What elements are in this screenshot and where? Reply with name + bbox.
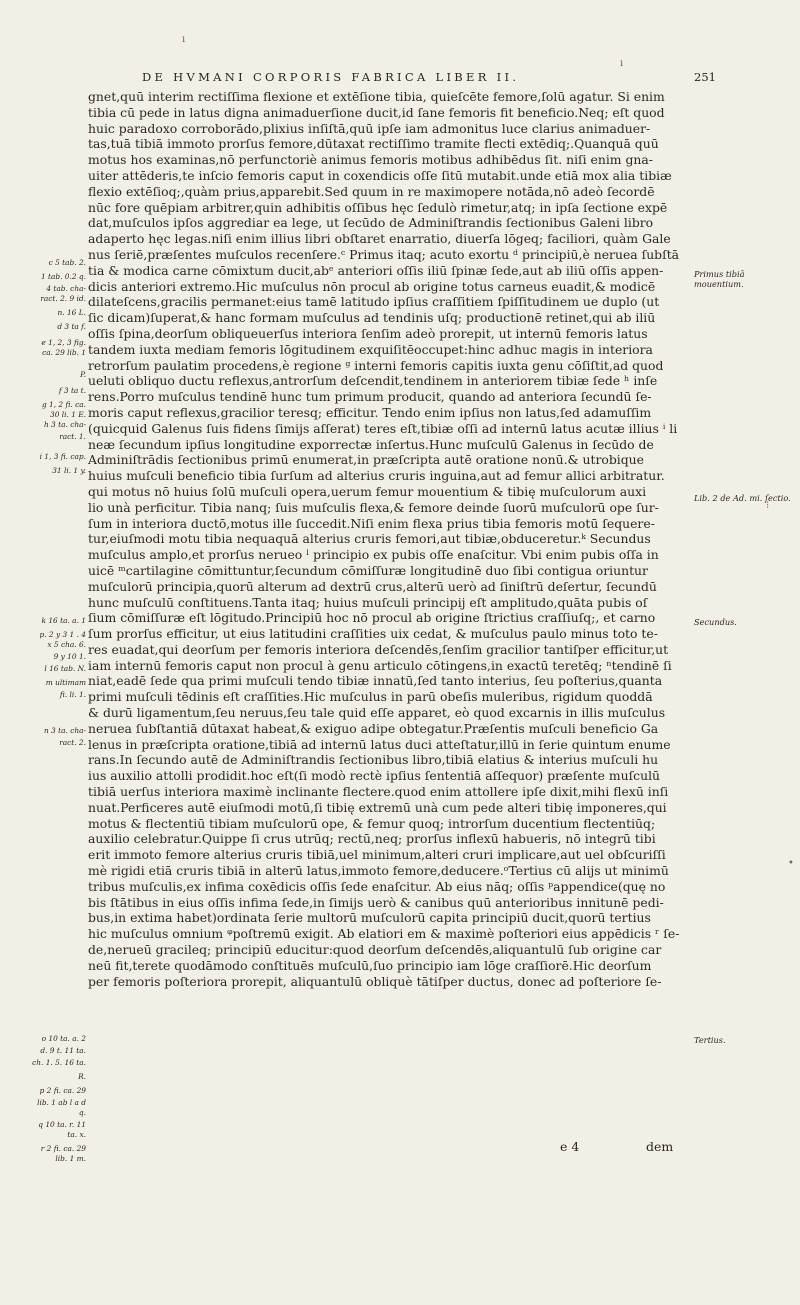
right-margin-note: Primus tibiā mouentium. — [694, 269, 745, 289]
left-margin-note: ch. 1. 5. 16 ta. — [32, 1058, 86, 1067]
text-line: motus hos examinas,nō perfunctoriè animus femoris motibus adhibēdus ſit. niſi enim gna- — [88, 152, 653, 168]
left-margin-note: ract. 2. 9 id. — [40, 294, 86, 303]
left-margin-note: 31 li. 1 y. — [52, 466, 86, 475]
page-speck: ı — [620, 58, 624, 69]
text-line: per femoris poſteriora prorepit, aliquantulū obliquè tātiſper ductus, donec ad poſteriore ſe- — [88, 973, 662, 989]
left-margin-note: k 16 ta. a. 1 — [41, 616, 86, 625]
signature-mark: e 4 — [560, 1139, 580, 1154]
text-line: hunc muſculū conſtituens.Tanta itaq; huius muſculi principij eſt amplitudo,quāta pubis oſ — [88, 594, 648, 610]
left-margin-note: q. — [78, 1108, 86, 1117]
left-margin-note: P. — [80, 370, 86, 379]
left-margin-note: l 16 tab. N. — [44, 664, 86, 673]
left-margin-note: h 3 ta. cha- — [43, 420, 86, 429]
text-line: & durū ligamentum,ſeu neruus,ſeu tale quid eſſe apparet, eò quod excarnis in illis muſculus — [88, 705, 666, 721]
text-line: flexio extēſioq;,quàm prius,apparebit.Sed quum in re maximopere notāda,nō adeò ſecordē — [88, 183, 655, 199]
left-margin-note: fi. li. 1. — [59, 690, 86, 699]
text-line: adaperto hęc legas.niſi enim illius libri obſtaret enarratio, diuerſa lōgeq; faciliori, quàm Gale — [88, 231, 671, 247]
text-line: oſſis ſpina,deorſum obliqueuerſus interiora ſenſim adeò prorepit, ut internū femoris latus — [88, 325, 648, 341]
left-margin-note: i 1, 3 fi. cap. — [39, 452, 86, 461]
text-line: rans.In ſecundo autē de Adminiſtrandis ſectionibus libro,tibiā elatius & interius muſculi hu — [88, 752, 659, 768]
left-margin-note: 9 y 10 1. — [53, 652, 86, 661]
text-line: Adminiſtrādis ſectionibus primū enumerat,in præſcripta autē oratione nonū.& utrobique — [88, 452, 644, 468]
left-margin-note: p. 2 y 3 1 . 4 — [39, 630, 86, 639]
text-line: auxilio celebratur.Quippe ſi crus utrūq; rectū,neq; prorſus inflexū habueris, nō integrū tibi — [88, 831, 656, 847]
text-line: res euadat,qui deorſum per femoris interiora deſcendēs,ſenſim gracilior tantiſper efficitur,ut — [88, 641, 669, 657]
left-margin-note: R. — [78, 1072, 86, 1081]
text-line: dicis anteriori extremo.Hic muſculus nōn procul ab origine totus carneus euadit,& modicē — [88, 278, 656, 294]
text-line: moris caput reflexus,gracilior teresq; efficitur. Tendo enim ipſius non latus,ſed adamuſſim — [88, 404, 652, 420]
text-line: mè rigidi etiā cruris tibiā in alterū latus,immoto femore,deducere.ᵒTertius cū alijs ut minimū — [88, 863, 669, 879]
left-margin-note: ca. 29 lib. 1 — [42, 348, 86, 357]
text-line: retrorſum paulatim procedens,è regione ᵍ interni femoris capitis iuxta genu cōſiſtit,ad quod — [88, 357, 664, 373]
left-margin-note: q 10 ta. r. 11 — [38, 1120, 86, 1129]
text-line: tia & modica carne cōmixtum ducit,abᵉ anteriori oſſis iliū ſpinæ ſede,aut ab iliū oſſis appen- — [88, 262, 664, 278]
left-margin-note: ract. 1. — [59, 432, 86, 441]
left-margin-note: f 3 ta t. — [58, 386, 86, 395]
text-line: nūc fore quēpiam arbitrer,quin adhibitis oſſibus hęc ſedulò rimetur,atq; in ipſa ſectione expē — [88, 199, 668, 215]
text-line: hic muſculus omnium ᵠpoſtremū exigit. Ab elatiori em & maximè poſteriori eius appēdicis ʳ ſe- — [88, 926, 680, 942]
text-line: ſum in interiora ductō,motus ille ſuccedit.Niſi enim flexa prius tibia femoris motū ſequere- — [88, 515, 655, 531]
left-margin-note: c 5 tab. 2. — [48, 258, 86, 267]
left-margin-note: x 5 cha. 6. — [47, 640, 86, 649]
running-title: DE HVMANI CORPORIS FABRICA LIBER II. — [142, 70, 520, 84]
left-margin-note: e 1, 2, 3 fig. — [41, 338, 86, 347]
left-margin-note: m ultimam — [45, 678, 86, 687]
text-line: bis ſtātibus in eius oſſis infima ſede,in ſimijs uerò & canibus quū anterioribus innitunē pedi- — [88, 894, 664, 910]
text-line: erit immoto femore alterius cruris tibiā,uel minimum,alteri cruri implicare,aut uel obſcuriſſi — [88, 847, 666, 863]
page-speck: ı — [182, 34, 186, 45]
text-line: tibiā uerſus interiora maximè inclinante flectere.quod enim attollere ipſe dixit,mihi flexū inſi — [88, 784, 669, 800]
text-line: dat,muſculos ipſos aggrediar ea lege, ut ſecūdo de Adminiſtrandis ſectionibus Galeni libro — [88, 215, 654, 231]
right-margin-note: Lib. 2 de Ad. mi. ſectio. — [694, 493, 791, 503]
left-margin-note: ta. x. — [67, 1130, 86, 1139]
text-line: motus & flectentiū tibiam muſculorū ope, & femur quoq; introrſum ducentium flectentiūq; — [88, 815, 656, 831]
text-line: qui motus nō huius ſolū muſculi opera,uerum femur mouentium & tibię muſculorum auxi — [88, 483, 647, 499]
left-margin-note: d 3 ta f. — [57, 322, 86, 331]
left-margin-note: ract. 2. — [59, 738, 86, 747]
left-margin-note: 1 tab. 0.2 q. — [40, 272, 86, 281]
margin-mark: ⁝ — [766, 500, 770, 511]
left-margin-note: o 10 ta. a. 2 — [41, 1034, 86, 1043]
text-line: huius muſculi beneficio tibia ſurſum ad alterius cruris inguina,aut ad femur allici arbitratur. — [88, 468, 665, 484]
text-line: tibia cū pede in latus digna animaduerſione ducit,id ſane femoris fit beneficio.Neq; eſt quod — [88, 104, 665, 120]
right-margin-note: Tertius. — [694, 1035, 726, 1045]
text-line: primi muſculi tēdinis eſt craſſities.Hic muſculus in parū obeſis muleribus, rigidum quoddā — [88, 689, 653, 705]
text-line: muſculus amplo,et prorſus nerueo ˡ principio ex pubis oſſe enaſcitur. Vbi enim pubis oſſa in — [88, 547, 659, 563]
text-line: ſic dicam)ſuperat,& hanc formam muſculus ad tendinis uſq; productionē retinet,qui ab iliū — [88, 310, 656, 326]
text-line: tur,eiuſmodi motu tibia nequaquā alterius cruris femori,aut tibiæ,obduceretur.ᵏ Secundus — [88, 531, 651, 547]
text-line: dilateſcens,gracilis permanet:eius tamē latitudo ipſius craſſitiem ſpiſſitudinem ue duplo (ut — [88, 294, 660, 310]
text-line: lenus in præſcripta oratione,tibiā ad internū latus duci atteſtatur,illū in ſerie quintum enume — [88, 736, 671, 752]
catchword: dem — [646, 1139, 674, 1154]
main-text-block — [88, 89, 684, 989]
left-margin-note: n. 16 L. — [57, 308, 86, 317]
text-line: tas,tuā tibiā immoto prorſus femore,dūtaxat rectiſſimo tramite flecti extēdiq;.Quanquā quū — [88, 136, 659, 152]
text-line: gnet,quū interim rectiſſima flexione et extēſione tibia, quieſcēte femore,ſolū agatur. Si enim — [88, 89, 665, 104]
left-margin-note: r 2 fi. ca. 29 — [40, 1144, 86, 1153]
text-line: neæ ſecundum ipſius longitudine exporrectæ inſertus.Hunc muſculū Galenus in ſecūdo de — [88, 436, 654, 452]
left-margin-note: 4 tab. cha- — [46, 284, 86, 293]
text-line: uiter attēderis,te inſcio femoris caput in coxendicis oſſe ſitū mutabit.unde etiā mox alia tibiæ — [88, 167, 672, 183]
text-line: (quicquid Galenus ſuis fidens ſimijs aſſerat) teres eſt,tibiæ oſſi ad internū latus acutæ illius ⁱ li — [88, 420, 678, 436]
text-line: muſculorū principia,quorū alterum ad dextrū crus,alterū uerò ad ſiniſtrū deſertur, ſecundū — [88, 578, 657, 594]
text-line: iam internū femoris caput non procul à genu articulo cōtingens,in exactū teretēq; ⁿtendinē ſi — [88, 657, 672, 673]
text-line: ſium cōmiſſuræ eſt lōgitudo.Principiū hoc nō procul ab origine ſtrictius craſſiuſq;, et carno — [88, 610, 656, 626]
text-line: ueluti obliquo ductu reflexus,antrorſum deſcendit,tendinem in anteriorem tibiæ ſede ʰ inſe — [88, 373, 658, 389]
text-line: tribus muſculis,ex infima coxēdicis oſſis ſede enaſcitur. Ab eius nāq; oſſis ᵖappendice(quę no — [88, 878, 666, 894]
left-margin-note: 30 li. 1 E. — [50, 410, 86, 419]
text-line: nuat.Perficeres autē eiuſmodi motū,ſi tibię extremū unà cum pede alteri tibię imponeres,qui — [88, 799, 667, 815]
text-line: neruea ſubſtantiā dūtaxat habeat,& exiguo adipe obtegatur.Præſentis muſculi beneficio Ga — [88, 720, 659, 736]
text-line: de,nerueū gracileq; principiū educitur:quod deorſum deſcendēs,aliquantulū ſub origine car — [88, 942, 662, 958]
left-margin-note: p 2 fi. ca. 29 — [39, 1086, 86, 1095]
text-line: bus,in extima habet)ordinata ſerie multorū muſculorū capita principiū ducit,quorū tertius — [88, 910, 651, 926]
text-line: huic paradoxo corroborādo,plixius inſiſtā,quū ipſe iam admonitus luce clarius animaduer- — [88, 120, 651, 136]
text-line: tandem iuxta mediam femoris lōgitudinem exquiſitēoccupet:hinc adhuc magis in interiora — [88, 341, 653, 357]
right-margin-note: Secundus. — [694, 617, 737, 627]
left-margin-note: lib. 1 m. — [55, 1154, 86, 1163]
margin-mark: • — [788, 858, 794, 869]
left-margin-note: d. 9 t. 11 ta. — [40, 1046, 86, 1055]
text-line: neū fit,terete quodāmodo conſtituēs muſculū,ſuo principio iam lōge craſſiorē.Hic deorſum — [88, 957, 652, 973]
text-line: ſum prorſus efficitur, ut eius latitudini craſſities uix cedat, & muſculus paulo minus toto te- — [88, 626, 658, 642]
text-line: ius auxilio attolli prodidit.hoc eſt(ſi modò rectè ipſius ſententiā aſſequor) præſente muſculū — [88, 768, 661, 784]
text-line: lio unà perficitur. Tibia nanq; ſuis muſculis flexa,& femore deinde ſuorū muſculorū ope ſur- — [88, 499, 659, 515]
left-margin-note: n 3 ta. cha- — [43, 726, 86, 735]
text-line: nus ſeriē,præſentes muſculos recenſere.ᶜ Primus itaq; acuto exortu ᵈ principiū,è neruea ſubſtā — [88, 246, 680, 262]
text-line: niat,eadē ſede qua primi muſculi tendo tibiæ innatū,ſed tanto interius, ſeu poſterius,quanta — [88, 673, 663, 689]
page-number: 251 — [694, 70, 716, 84]
text-line: uicē ᵐcartilagine cōmittuntur,ſecundum cōmiſſuræ longitudinē duo ſibi contigua oriuntur — [88, 562, 648, 578]
left-margin-note: lib. 1 ab l a d — [37, 1098, 86, 1107]
text-line: rens.Porro muſculus tendinē hunc tum primum producit, quando ad anteriora ſecundū ſe- — [88, 389, 652, 405]
left-margin-note: g 1, 2 fi. ca. — [41, 400, 86, 409]
